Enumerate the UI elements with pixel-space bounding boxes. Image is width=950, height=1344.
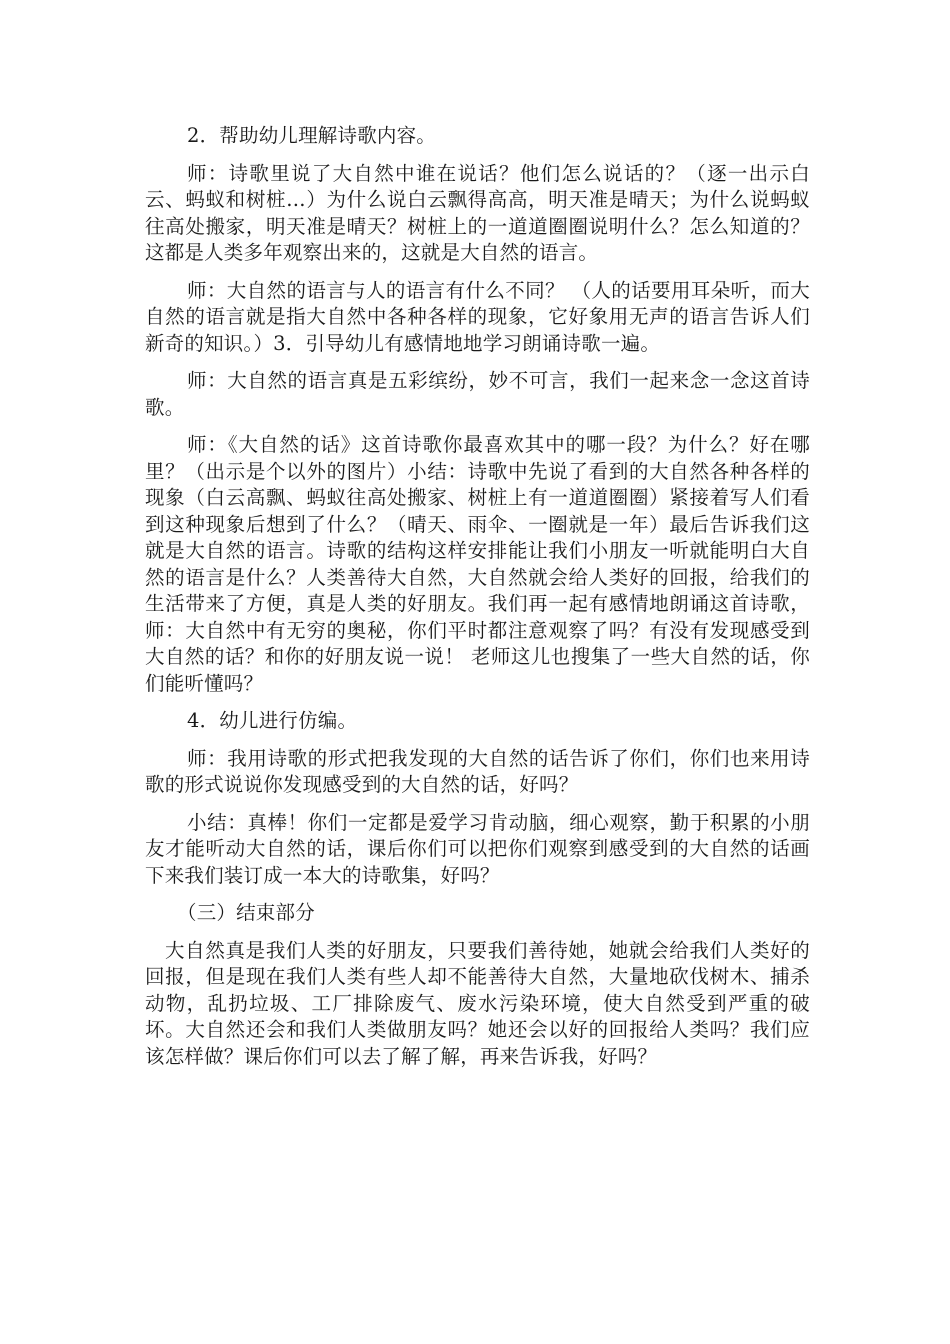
- document-body: [145, 123, 810, 1081]
- section-heading-4: 4．幼儿进行仿编。: [187, 709, 358, 732]
- paragraph-teacher-summary: 师：《大自然的话》这首诗歌你最喜欢其中的哪一段？为什么？好在哪里？（出示是个以外的图片）小结：诗歌中先说了看到的大自然各种各样的现象（白云高飘、蚂蚁往高处搬家、树桩上有一道道圈圈）紧接着写人们看到这种现象后想到了什么？（晴天、雨伞、一圈就是一年）最后告诉我们这就是大自然的语言。诗歌的结构这样安排能让我们小朋友一听就能明白大自然的语言是什么？人类善待大自然，大自然就会给人类好的回报，给我们的生活带来了方便，真是人类的好朋友。我们再一起有感情地朗诵这首诗歌，师：大自然中有无穷的奥秘，你们平时都注意观察了吗？有没有发现感受到大自然的话？和你的好朋友说一说！ 老师这儿也搜集了一些大自然的话，你们能听懂吗？: [145, 433, 810, 695]
- paragraph-teacher-imitation: 师：我用诗歌的形式把我发现的大自然的话告诉了你们，你们也来用诗歌的形式说说你发现感受到的大自然的话，好吗？: [145, 746, 810, 796]
- paragraph-teacher-question-2: 师：大自然的语言与人的语言有什么不同？ （人的话要用耳朵听，而大自然的语言就是指大自然中各种各样的现象，它好象用无声的语言告诉人们新奇的知识。）3．引导幼儿有感情地地学习朗诵诗歌一遍。: [145, 278, 810, 355]
- paragraph-teacher-question-1: 师：诗歌里说了大自然中谁在说话？他们怎么说话的？（逐一出示白云、蚂蚁和树桩…）为什么说白云飘得高高，明天准是晴天；为什么说蚂蚁往高处搬家，明天准是晴天？树桩上的一道道圈圈说明什么？怎么知道的？这都是人类多年观察出来的，这就是大自然的语言。: [145, 161, 810, 264]
- section-heading-ending: （三）结束部分: [177, 901, 315, 924]
- paragraph-summary: 小结：真棒！你们一定都是爱学习肯动脑，细心观察，勤于积累的小朋友才能听动大自然的话，课后你们可以把你们观察到感受到的大自然的话画下来我们装订成一本大的诗歌集，好吗？: [145, 810, 810, 887]
- section-heading-2: 2．帮助幼儿理解诗歌内容。: [187, 124, 437, 147]
- paragraph-teacher-recite: 师：大自然的语言真是五彩缤纷，妙不可言，我们一起来念一念这首诗歌。: [145, 369, 810, 419]
- paragraph-ending: 大自然真是我们人类的好朋友，只要我们善待她，她就会给我们人类好的回报，但是现在我们人类有些人却不能善待大自然，大量地砍伐树木、捕杀动物，乱扔垃圾、工厂排除废气、废水污染环境，使大自然受到严重的破坏。大自然还会和我们人类做朋友吗？她还会以好的回报给人类吗？我们应该怎样做？课后你们可以去了解了解，再来告诉我，好吗？: [145, 938, 810, 1068]
